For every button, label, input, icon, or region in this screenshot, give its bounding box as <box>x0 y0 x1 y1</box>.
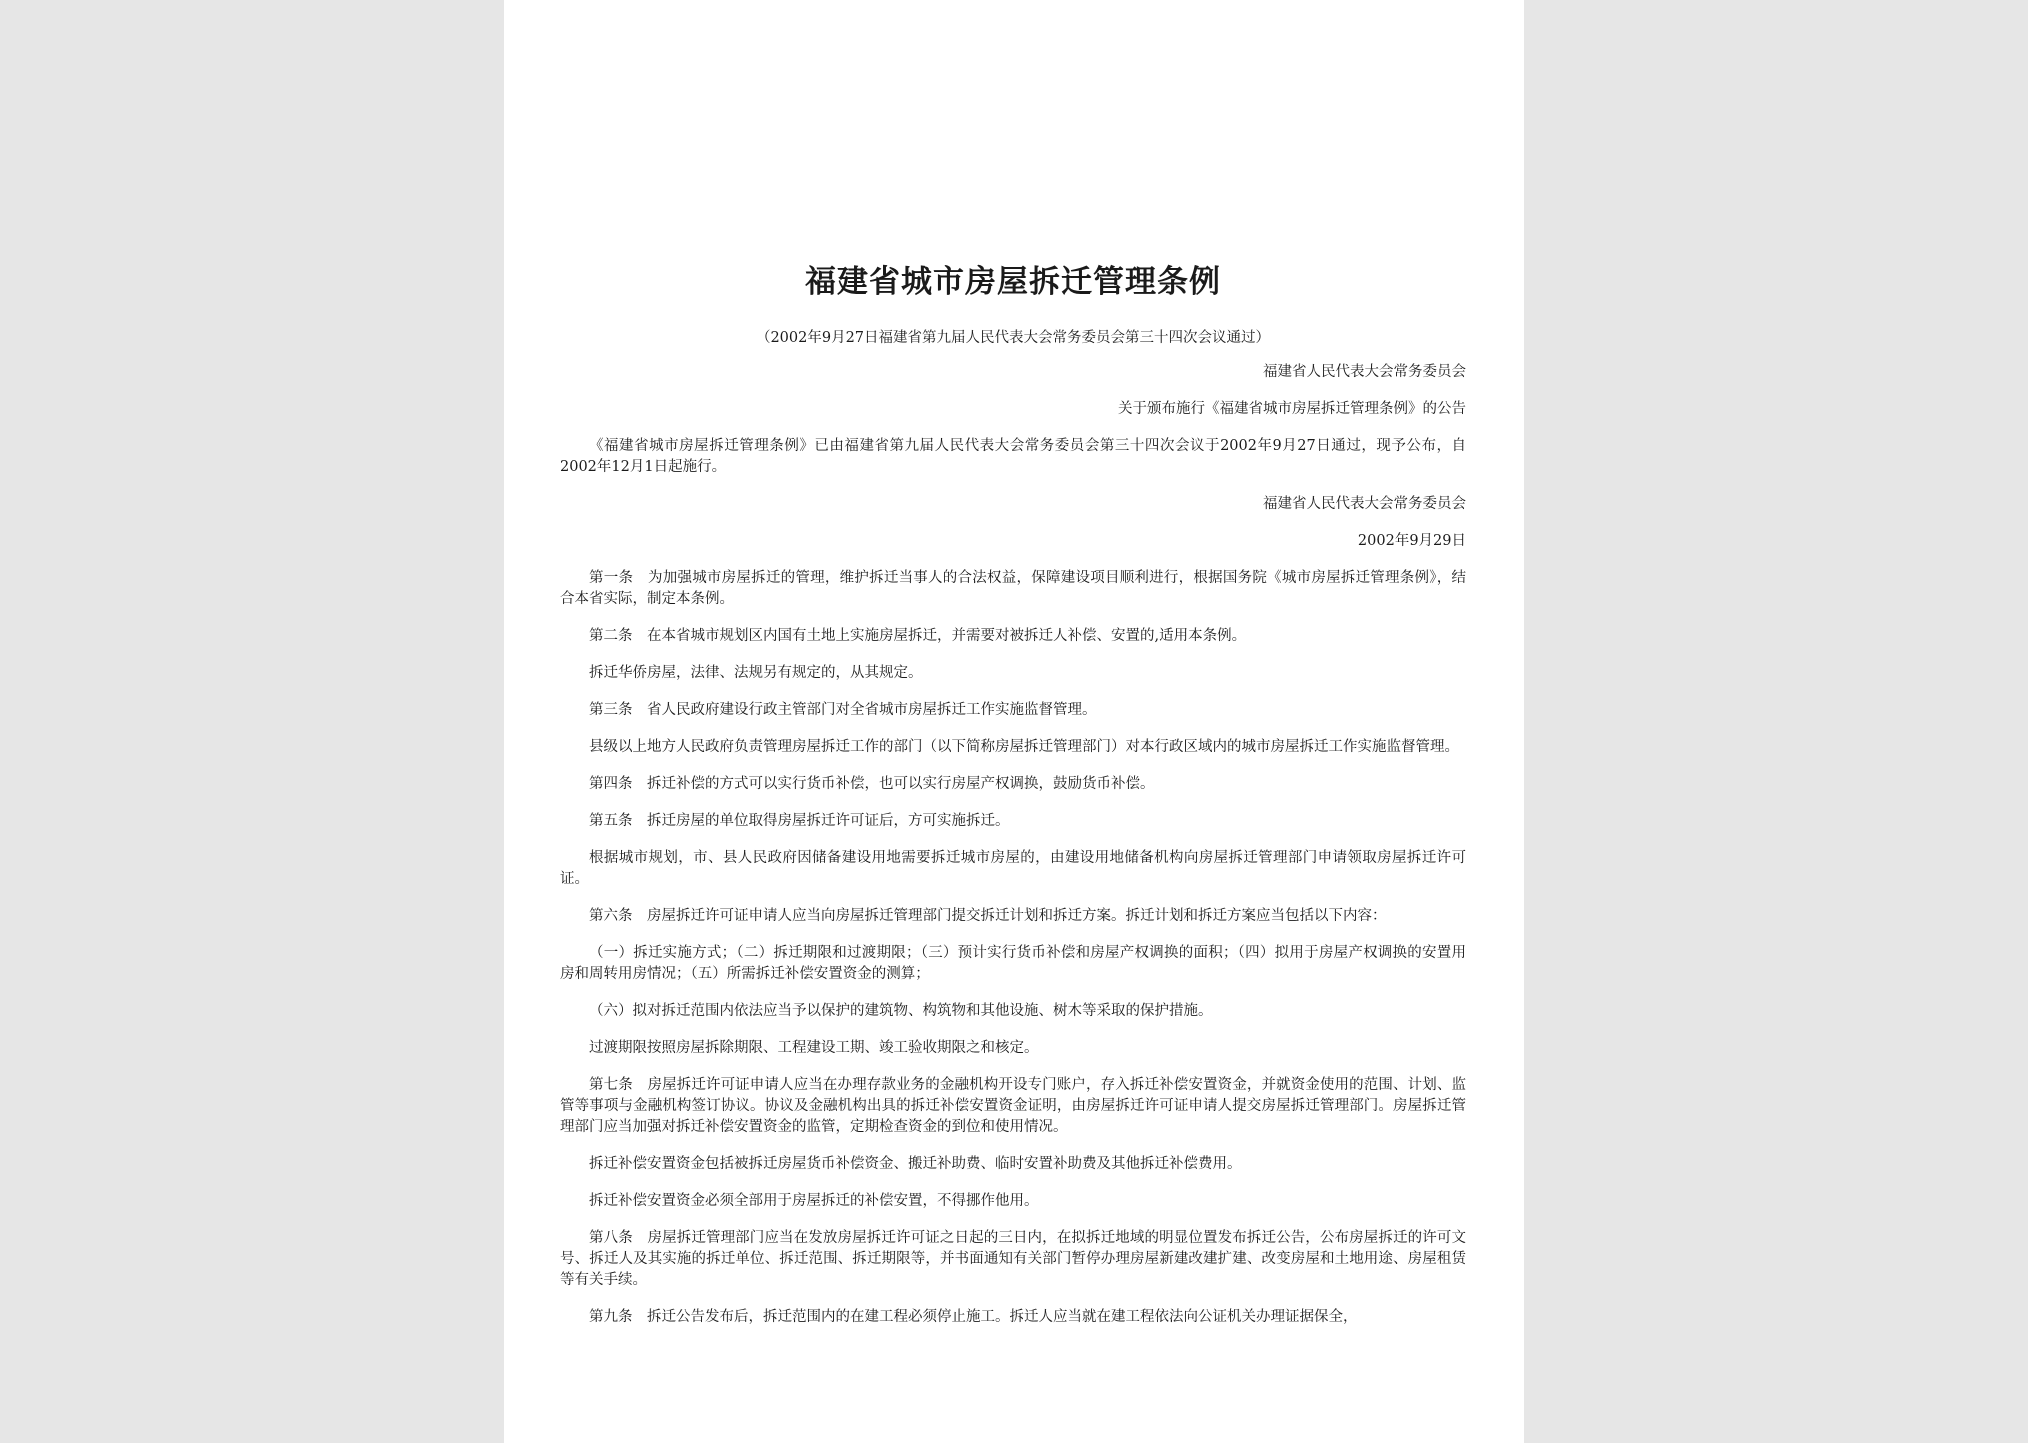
article-paragraph: 拆迁补偿安置资金必须全部用于房屋拆迁的补偿安置，不得挪作他用。 <box>589 1193 1039 1209</box>
issuer: 福建省人民代表大会常务委员会 <box>1263 364 1466 380</box>
article-paragraph: 第一条 为加强城市房屋拆迁的管理，维护拆迁当事人的合法权益，保障建设项目顺利进行，根据国务院《城市房屋拆迁管理条例》，结合本省实际，制定本条例。 <box>560 570 1466 607</box>
article-paragraph: 过渡期限按照房屋拆除期限、工程建设工期、竣工验收期限之和核定。 <box>589 1040 1039 1056</box>
document-content <box>560 262 1466 1344</box>
document-page <box>504 0 1524 1443</box>
article-paragraph: 第六条 房屋拆迁许可证申请人应当向房屋拆迁管理部门提交拆迁计划和拆迁方案。拆迁计划和拆迁方案应当包括以下内容： <box>589 908 1387 924</box>
article-paragraph: 拆迁华侨房屋，法律、法规另有规定的，从其规定。 <box>589 665 923 681</box>
article-paragraph: 第五条 拆迁房屋的单位取得房屋拆迁许可证后，方可实施拆迁。 <box>589 813 1010 829</box>
article-paragraph: （六）拟对拆迁范围内依法应当予以保护的建筑物、构筑物和其他设施、树木等采取的保护措施。 <box>589 1003 1213 1019</box>
article-paragraph: 拆迁补偿安置资金包括被拆迁房屋货币补偿资金、搬迁补助费、临时安置补助费及其他拆迁补偿费用。 <box>589 1156 1242 1172</box>
document-title: 福建省城市房屋拆迁管理条例 <box>805 264 1221 300</box>
date: 2002年9月29日 <box>1357 533 1466 549</box>
article-paragraph: 第七条 房屋拆迁许可证申请人应当在办理存款业务的金融机构开设专门账户，存入拆迁补偿安置资金，并就资金使用的范围、计划、监管等事项与金融机构签订协议。协议及金融机构出具的拆迁补偿安置资金证明，由房屋拆迁许可证申请人提交房屋拆迁管理部门。房屋拆迁管理部门应当加强对拆迁补偿安置资金的监管，定期检查资金的到位和使用情况。 <box>560 1077 1466 1135</box>
notice-title: 关于颁布施行《福建省城市房屋拆迁管理条例》的公告 <box>1118 401 1466 417</box>
article-paragraph: 第四条 拆迁补偿的方式可以实行货币补偿，也可以实行房屋产权调换，鼓励货币补偿。 <box>589 776 1155 792</box>
article-paragraph: 第三条 省人民政府建设行政主管部门对全省城市房屋拆迁工作实施监督管理。 <box>589 702 1097 718</box>
article-paragraph: 第八条 房屋拆迁管理部门应当在发放房屋拆迁许可证之日起的三日内，在拟拆迁地域的明显位置发布拆迁公告，公布房屋拆迁的许可文号、拆迁人及其实施的拆迁单位、拆迁范围、拆迁期限等，并书面通知有关部门暂停办理房屋新建改建扩建、改变房屋和土地用途、房屋租赁等有关手续。 <box>560 1230 1466 1288</box>
article-paragraph: （一）拆迁实施方式；（二）拆迁期限和过渡期限；（三）预计实行货币补偿和房屋产权调换的面积；（四）拟用于房屋产权调换的安置用房和周转用房情况；（五）所需拆迁补偿安置资金的测算； <box>560 945 1466 982</box>
document-subtitle: （2002年9月27日福建省第九届人民代表大会常务委员会第三十四次会议通过） <box>755 330 1271 346</box>
article-paragraph: 第九条 拆迁公告发布后，拆迁范围内的在建工程必须停止施工。拆迁人应当就在建工程依法向公证机关办理证据保全， <box>589 1309 1358 1325</box>
notice-body: 《福建省城市房屋拆迁管理条例》已由福建省第九届人民代表大会常务委员会第三十四次会议于2002年9月27日通过，现予公布，自2002年12月1日起施行。 <box>560 438 1466 475</box>
article-paragraph: 第二条 在本省城市规划区内国有土地上实施房屋拆迁，并需要对被拆迁人补偿、安置的,适用本条例。 <box>589 628 1247 644</box>
signature: 福建省人民代表大会常务委员会 <box>1263 496 1466 512</box>
article-paragraph: 根据城市规划，市、县人民政府因储备建设用地需要拆迁城市房屋的，由建设用地储备机构向房屋拆迁管理部门申请领取房屋拆迁许可证。 <box>560 850 1466 887</box>
article-paragraph: 县级以上地方人民政府负责管理房屋拆迁工作的部门（以下简称房屋拆迁管理部门）对本行政区域内的城市房屋拆迁工作实施监督管理。 <box>589 739 1459 755</box>
